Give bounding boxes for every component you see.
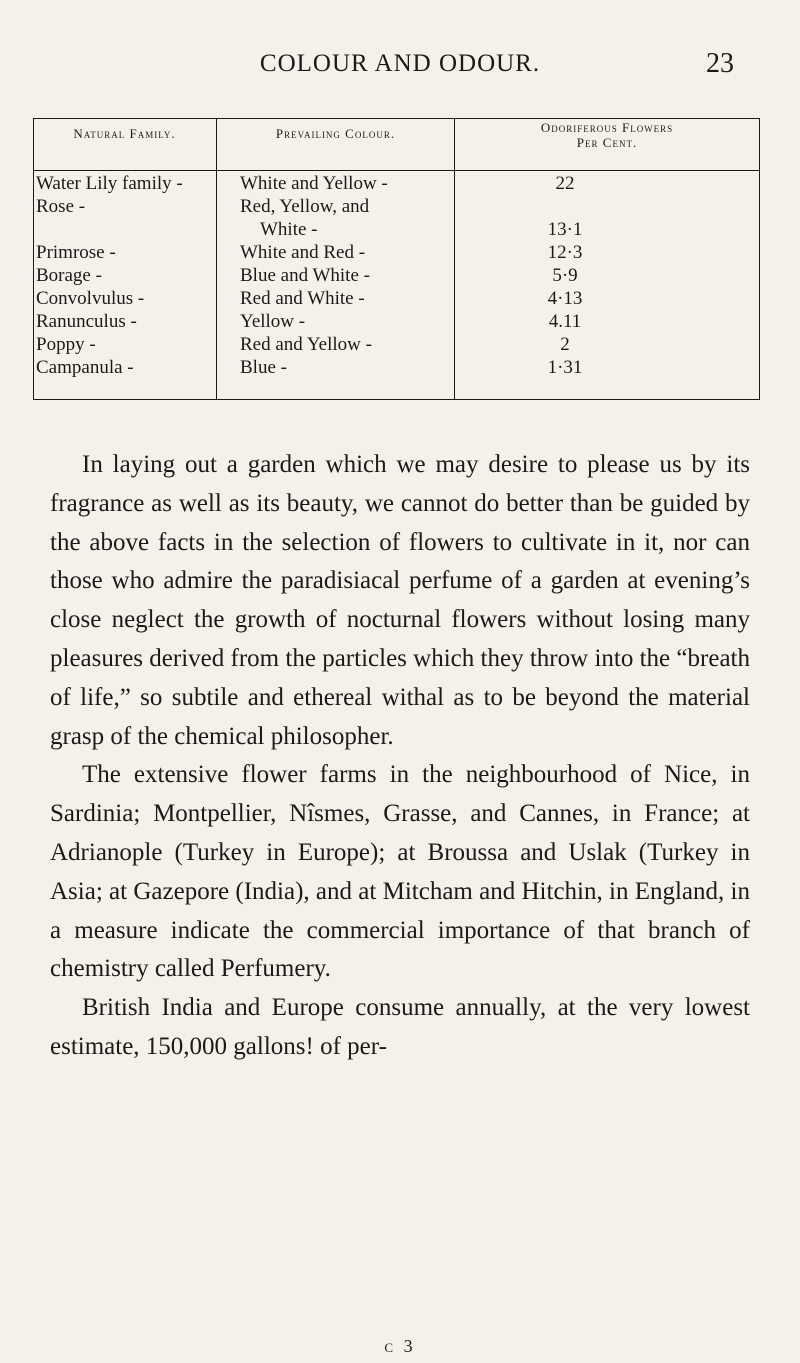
table-col-divider-2 [454,118,455,400]
running-head [0,44,800,84]
row-4-family: Borage - [36,265,102,286]
row-6-percent: 4.11 [548,311,582,332]
paragraph-garden: In laying out a garden which we may desire to please us by its fragrance as well as its beauty, we cannot do better than be guided by the above facts in the selection of flowers to cultivate in it, nor can those who admire the paradisiacal perfume of a garden at evening’s close neglect the growth of nocturnal flowers without losing many pleasures derived from the particles which they throw into the “breath of life,” so subtile and ethereal withal as to be beyond the material grasp of the chemical philosopher. [50,451,750,750]
table-right-border [759,118,760,400]
row-3-family: Primrose - [36,242,116,263]
row-6-colour: Yellow - [240,311,306,332]
table-top-rule [33,118,760,119]
row-5-percent: 4·13 [547,288,583,309]
table-col-divider-1 [216,118,217,400]
row-1-family: Water Lily family - [36,173,183,194]
page-number: 23 [706,48,734,79]
row-7-family: Poppy - [36,334,96,355]
row-8-colour: Blue - [240,357,287,378]
signature-mark: c 3 [384,1336,416,1356]
paragraph-consumption: British India and Europe consume annually, at the very lowest estimate, 150,000 gallons! of per- [50,994,750,1060]
flower-table [33,118,760,401]
row-4-percent: 5·9 [552,265,578,286]
row-1-percent: 22 [555,173,575,194]
running-title: COLOUR AND ODOUR. [259,50,541,77]
row-3-percent: 12·3 [547,242,583,263]
table-header-rule [33,170,760,171]
row-7-percent: 2 [560,334,570,355]
row-1-colour: White and Yellow - [240,173,388,194]
row-8-family: Campanula - [36,357,134,378]
row-2-colour: Red, Yellow, and [240,196,370,217]
row-8-percent: 1·31 [547,357,583,378]
row-2-percent: 13·1 [547,219,583,240]
header-odoriferous-line2: Per Cent. [576,135,638,150]
header-odoriferous [455,120,759,150]
paragraph-flower-farms: The extensive flower farms in the neighbourhood of Nice, in Sardinia; Montpellier, Nîsmes, Grasse, and Cannes, in France; at Adrianople (Turkey in Europe); at Broussa and Uslak (Turkey in Asia; at Gazepore (India), and at Mitcham and Hitchin, in England, in a measure indicate the commercial importance of that branch of chemistry called Perfumery. [50,761,750,983]
row-5-family: Convolvulus - [36,288,145,309]
row-2-colour-cont: White - [260,219,318,240]
row-5-colour: Red and White - [240,288,365,309]
row-6-family: Ranunculus - [36,311,137,332]
table-bottom-rule [33,399,760,400]
row-4-colour: Blue and White - [240,265,370,286]
body-text [50,446,750,1067]
header-prevailing-colour: Prevailing Colour. [275,126,396,141]
table-left-border [33,118,34,400]
row-3-colour: White and Red - [240,242,366,263]
row-7-colour: Red and Yellow - [240,334,372,355]
header-odoriferous-line1: Odoriferous Flowers [540,120,674,135]
header-natural-family: Natural Family. [73,126,176,141]
row-2-family: Rose - [36,196,86,217]
